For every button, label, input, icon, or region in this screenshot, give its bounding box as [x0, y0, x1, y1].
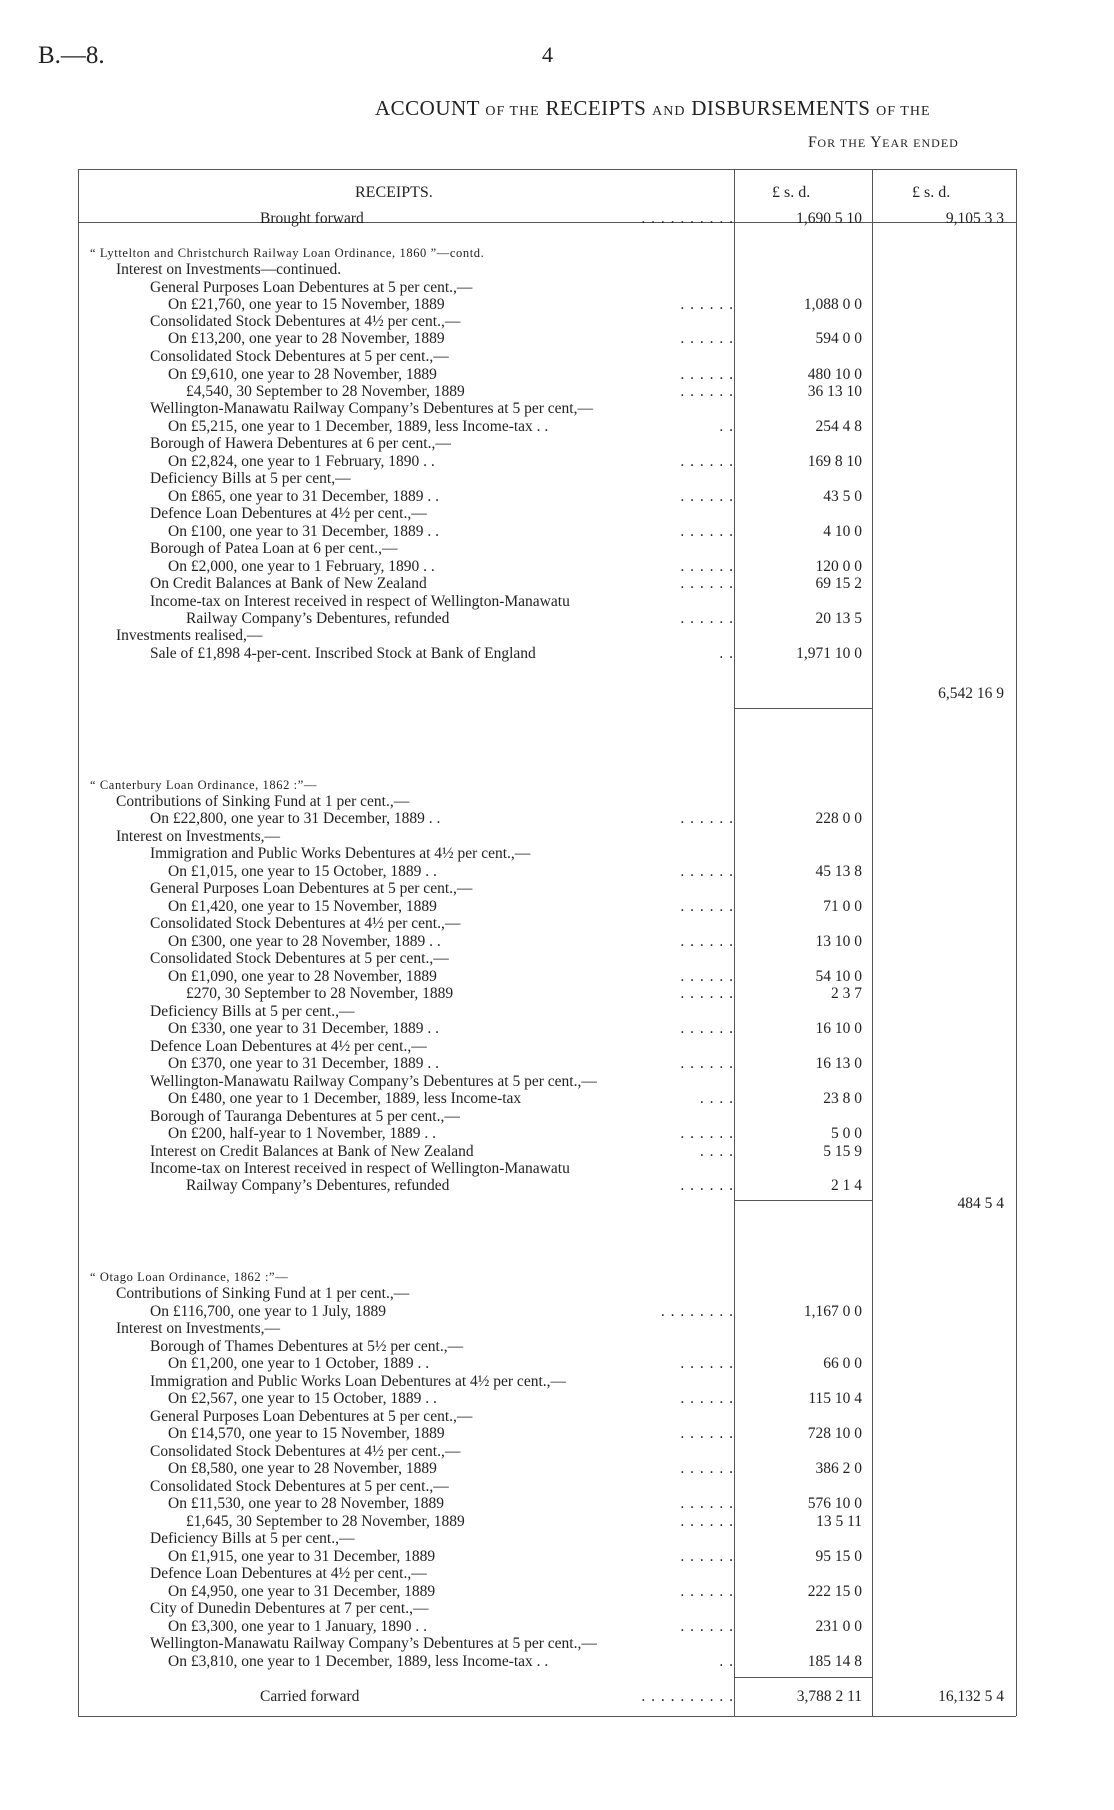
- subtotal-rule-1: [734, 708, 872, 709]
- leader-dots: . . . .: [699, 1143, 734, 1160]
- row-description: £1,645, 30 September to 28 November, 1889: [186, 1513, 465, 1530]
- amount-column-2-value: 484 5 4: [957, 1195, 1004, 1212]
- table-row: [0, 1268, 1114, 1286]
- amount-column-header-1: £ s. d.: [772, 184, 811, 201]
- page-title: [375, 96, 931, 121]
- leader-dots: . . . . . .: [680, 810, 734, 827]
- table-row: [0, 1460, 1114, 1478]
- row-description: On £100, one year to 31 December, 1889 . .: [168, 523, 439, 540]
- leader-dots: . . . . . .: [680, 968, 734, 985]
- table-row: [0, 793, 1114, 811]
- amount-column-1-value: 728 10 0: [807, 1425, 862, 1442]
- leader-dots: . . . . . .: [680, 898, 734, 915]
- amount-column-1-value: 120 0 0: [815, 558, 862, 575]
- table-row: [0, 1513, 1114, 1531]
- leader-dots: . . . . . .: [680, 330, 734, 347]
- table-row: [0, 1425, 1114, 1443]
- table-row: [0, 575, 1114, 593]
- amount-column-1-value: 594 0 0: [815, 330, 862, 347]
- row-description: On £21,760, one year to 15 November, 1889: [168, 296, 445, 313]
- table-row: [0, 1003, 1114, 1021]
- row-description: Consolidated Stock Debentures at 5 per cent.,—: [150, 348, 449, 365]
- row-description: Interest on Credit Balances at Bank of New Zealand: [150, 1143, 474, 1160]
- amount-column-1-value: 254 4 8: [815, 418, 862, 435]
- leader-dots: . . . . . .: [680, 383, 734, 400]
- amount-column-1-value: 1,971 10 0: [796, 645, 862, 662]
- leader-dots: . . . . . .: [680, 1177, 734, 1194]
- leader-dots: . . . . . .: [680, 558, 734, 575]
- leader-dots: . . . . . . . . . .: [641, 210, 734, 227]
- amount-column-1-value: 228 0 0: [815, 810, 862, 827]
- table-row: [0, 261, 1114, 279]
- row-description: Brought forward: [260, 210, 364, 227]
- table-row: [0, 348, 1114, 366]
- amount-column-2-value: 9,105 3 3: [945, 210, 1004, 227]
- row-description: On £330, one year to 31 December, 1889 . .: [168, 1020, 439, 1037]
- amount-column-1-value: 95 15 0: [815, 1548, 862, 1565]
- row-description: Deficiency Bills at 5 per cent,—: [150, 470, 351, 487]
- row-description: On £14,570, one year to 15 November, 1889: [168, 1425, 445, 1442]
- amount-column-header-2: £ s. d.: [912, 184, 951, 201]
- amount-column-1-value: 2 1 4: [831, 1177, 862, 1194]
- subtitle-y: Y: [870, 134, 883, 151]
- row-description: Wellington-Manawatu Railway Company’s Debentures at 5 per cent.,—: [150, 1635, 597, 1652]
- amount-column-1-value: 5 15 9: [823, 1143, 862, 1160]
- leader-dots: . .: [719, 1653, 734, 1670]
- table-row: [0, 627, 1114, 645]
- table-row: [0, 313, 1114, 331]
- row-description: Deficiency Bills at 5 per cent.,—: [150, 1530, 355, 1547]
- row-description: On £1,420, one year to 15 November, 1889: [168, 898, 437, 915]
- row-description: Borough of Tauranga Debentures at 5 per cent.,—: [150, 1108, 460, 1125]
- page-subtitle: [808, 134, 959, 152]
- amount-column-1-value: 222 15 0: [807, 1583, 862, 1600]
- row-description: On £370, one year to 31 December, 1889 . .: [168, 1055, 439, 1072]
- row-description: On £2,567, one year to 15 October, 1889 . .: [168, 1390, 437, 1407]
- row-description: On £116,700, one year to 1 July, 1889: [150, 1303, 387, 1320]
- leader-dots: . . . .: [699, 1090, 734, 1107]
- row-description: On £1,915, one year to 31 December, 1889: [168, 1548, 436, 1565]
- row-description: On £8,580, one year to 28 November, 1889: [168, 1460, 437, 1477]
- table-row: [0, 898, 1114, 916]
- amount-column-1-value: 185 14 8: [807, 1653, 862, 1670]
- row-description: On £22,800, one year to 31 December, 1889 . .: [150, 810, 441, 827]
- table-row: [0, 435, 1114, 453]
- amount-column-1-value: 386 2 0: [815, 1460, 862, 1477]
- leader-dots: . . . . . .: [680, 1495, 734, 1512]
- leader-dots: . . . . . .: [680, 1355, 734, 1372]
- title-and: AND: [652, 104, 686, 119]
- leader-dots: . . . . . .: [680, 1020, 734, 1037]
- table-row: [0, 880, 1114, 898]
- row-description: On £1,015, one year to 15 October, 1889 . .: [168, 863, 437, 880]
- row-description: Consolidated Stock Debentures at 4½ per cent.,—: [150, 915, 461, 932]
- amount-column-1-value: 43 5 0: [823, 488, 862, 505]
- amount-column-1-value: 1,690 5 10: [796, 210, 862, 227]
- amount-column-1-value: 480 10 0: [807, 366, 862, 383]
- row-description: On £200, half-year to 1 November, 1889 . .: [168, 1125, 436, 1142]
- amount-column-1-value: 115 10 4: [808, 1390, 862, 1407]
- table-row: [0, 593, 1114, 611]
- leader-dots: . . . . . .: [680, 488, 734, 505]
- table-row: [0, 845, 1114, 863]
- leader-dots: . . . . . .: [680, 933, 734, 950]
- table-row: [0, 1618, 1114, 1636]
- amount-column-1-value: 169 8 10: [807, 453, 862, 470]
- table-row: [0, 685, 1114, 703]
- receipts-column-header: RECEIPTS.: [355, 184, 433, 201]
- row-description: £4,540, 30 September to 28 November, 1889: [186, 383, 465, 400]
- subtitle-or-the: OR THE: [817, 136, 867, 150]
- table-row: [0, 950, 1114, 968]
- amount-column-1-value: 16 10 0: [815, 1020, 862, 1037]
- table-row: [0, 1653, 1114, 1671]
- table-row: [0, 505, 1114, 523]
- table-row: [0, 279, 1114, 297]
- row-description: City of Dunedin Debentures at 7 per cent.,—: [150, 1600, 429, 1617]
- row-description: On £3,810, one year to 1 December, 1889, less Income-tax . .: [168, 1653, 549, 1670]
- table-row: [0, 985, 1114, 1003]
- table-row: [0, 1355, 1114, 1373]
- table-row: [0, 296, 1114, 314]
- table-row: [0, 1530, 1114, 1548]
- row-description: On £2,824, one year to 1 February, 1890 . .: [168, 453, 435, 470]
- table-row: [0, 1160, 1114, 1178]
- table-row: [0, 1495, 1114, 1513]
- table-row: [0, 488, 1114, 506]
- table-row: [0, 470, 1114, 488]
- row-description: General Purposes Loan Debentures at 5 per cent.,—: [150, 279, 473, 296]
- row-description: Contributions of Sinking Fund at 1 per cent.,—: [116, 1285, 410, 1302]
- table-row: [0, 828, 1114, 846]
- table-row: [0, 645, 1114, 663]
- table-row: [0, 1548, 1114, 1566]
- amount-column-1-value: 1,167 0 0: [803, 1303, 862, 1320]
- subtitle-f: F: [808, 134, 818, 151]
- row-description: Borough of Thames Debentures at 5½ per cent.,—: [150, 1338, 464, 1355]
- table-row: [0, 610, 1114, 628]
- leader-dots: . . . . . .: [680, 610, 734, 627]
- row-description: On £1,200, one year to 1 October, 1889 . .: [168, 1355, 430, 1372]
- table-row: [0, 1073, 1114, 1091]
- leader-dots: . . . . . .: [680, 366, 734, 383]
- row-description: Consolidated Stock Debentures at 4½ per cent.,—: [150, 313, 461, 330]
- table-bottom-rule: [78, 1716, 1016, 1717]
- table-row: [0, 1090, 1114, 1108]
- leader-dots: . . . . . .: [680, 523, 734, 540]
- table-row: [0, 1177, 1114, 1195]
- amount-column-1-value: 576 10 0: [807, 1495, 862, 1512]
- leader-dots: . . . . . .: [680, 296, 734, 313]
- row-description: Contributions of Sinking Fund at 1 per cent.,—: [116, 793, 410, 810]
- row-description: Borough of Hawera Debentures at 6 per cent.,—: [150, 435, 451, 452]
- carried-rule: [734, 1677, 872, 1678]
- leader-dots: . . . . . .: [680, 575, 734, 592]
- table-row: [0, 776, 1114, 794]
- row-description: Immigration and Public Works Debentures at 4½ per cent.,—: [150, 845, 531, 862]
- row-description: Consolidated Stock Debentures at 5 per cent.,—: [150, 950, 449, 967]
- row-description: Investments realised,—: [116, 627, 263, 644]
- title-disbursements: DISBURSEMENTS: [691, 96, 871, 120]
- row-description: General Purposes Loan Debentures at 5 per cent.,—: [150, 1408, 473, 1425]
- leader-dots: . . . . . .: [680, 1460, 734, 1477]
- table-row: [0, 1373, 1114, 1391]
- amount-column-2-value: 6,542 16 9: [938, 685, 1004, 702]
- row-description: Consolidated Stock Debentures at 4½ per cent.,—: [150, 1443, 461, 1460]
- page-number: 4: [542, 42, 553, 67]
- amount-column-1-value: 13 5 11: [816, 1513, 862, 1530]
- amount-column-1-value: 54 10 0: [815, 968, 862, 985]
- table-row: [0, 1038, 1114, 1056]
- row-description: On £865, one year to 31 December, 1889 . .: [168, 488, 439, 505]
- row-description: On £4,950, one year to 31 December, 1889: [168, 1583, 436, 1600]
- table-row: [0, 1108, 1114, 1126]
- amount-column-1-value: 20 13 5: [815, 610, 862, 627]
- row-description: Defence Loan Debentures at 4½ per cent.,—: [150, 1038, 427, 1055]
- row-description: Carried forward: [260, 1688, 360, 1705]
- amount-column-1-value: 16 13 0: [815, 1055, 862, 1072]
- row-description: £270, 30 September to 28 November, 1889: [186, 985, 454, 1002]
- table-row: [0, 810, 1114, 828]
- row-description: On £480, one year to 1 December, 1889, less Income-tax: [168, 1090, 522, 1107]
- row-description: “ Lyttelton and Christchurch Railway Loan Ordinance, 1860 ”—contd.: [90, 246, 485, 260]
- amount-column-1-value: 231 0 0: [815, 1618, 862, 1635]
- amount-column-1-value: 69 15 2: [815, 575, 862, 592]
- table-row: [0, 1688, 1114, 1706]
- row-description: On £1,090, one year to 28 November, 1889: [168, 968, 437, 985]
- leader-dots: . . . . . .: [680, 863, 734, 880]
- row-description: Defence Loan Debentures at 4½ per cent.,—: [150, 1565, 427, 1582]
- leader-dots: . . . . . .: [680, 1425, 734, 1442]
- row-description: On Credit Balances at Bank of New Zealand: [150, 575, 427, 592]
- row-description: General Purposes Loan Debentures at 5 per cent.,—: [150, 880, 473, 897]
- table-row: [0, 383, 1114, 401]
- subtitle-ended: EAR ENDED: [882, 136, 959, 150]
- row-description: On £11,530, one year to 28 November, 1889: [168, 1495, 445, 1512]
- table-row: [0, 1390, 1114, 1408]
- table-row: [0, 523, 1114, 541]
- leader-dots: . . . . . .: [680, 1618, 734, 1635]
- row-description: On £3,300, one year to 1 January, 1890 . .: [168, 1618, 427, 1635]
- row-description: On £13,200, one year to 28 November, 1889: [168, 330, 445, 347]
- table-row: [0, 1125, 1114, 1143]
- row-description: Sale of £1,898 4-per-cent. Inscribed Stock at Bank of England: [150, 645, 536, 662]
- table-row: [0, 1320, 1114, 1338]
- document-reference: B.—8.: [38, 42, 105, 69]
- row-description: On £5,215, one year to 1 December, 1889, less Income-tax . .: [168, 418, 549, 435]
- table-row: [0, 1285, 1114, 1303]
- table-row: [0, 418, 1114, 436]
- table-row: [0, 1143, 1114, 1161]
- table-top-rule: [78, 169, 1016, 170]
- leader-dots: . .: [719, 645, 734, 662]
- row-description: “ Canterbury Loan Ordinance, 1862 :”—: [90, 778, 317, 792]
- row-description: Interest on Investments—continued.: [116, 261, 342, 278]
- table-row: [0, 210, 1114, 228]
- amount-column-1-value: 23 8 0: [823, 1090, 862, 1107]
- amount-column-1-value: 36 13 10: [807, 383, 862, 400]
- amount-column-1-value: 5 0 0: [831, 1125, 862, 1142]
- amount-column-1-value: 3,788 2 11: [796, 1688, 862, 1705]
- table-row: [0, 453, 1114, 471]
- row-description: Consolidated Stock Debentures at 5 per cent.,—: [150, 1478, 449, 1495]
- leader-dots: . . . . . .: [680, 1390, 734, 1407]
- table-row: [0, 1408, 1114, 1426]
- row-description: Interest on Investments,—: [116, 828, 281, 845]
- table-row: [0, 915, 1114, 933]
- leader-dots: . . . . . .: [680, 1583, 734, 1600]
- table-row: [0, 933, 1114, 951]
- table-row: [0, 400, 1114, 418]
- table-row: [0, 1583, 1114, 1601]
- table-row: [0, 1055, 1114, 1073]
- amount-column-1-value: 2 3 7: [831, 985, 862, 1002]
- table-row: [0, 1338, 1114, 1356]
- leader-dots: . . . . . .: [680, 1125, 734, 1142]
- amount-column-1-value: 71 0 0: [823, 898, 862, 915]
- row-description: Income-tax on Interest received in respect of Wellington-Manawatu: [150, 593, 570, 610]
- amount-column-1-value: 66 0 0: [823, 1355, 862, 1372]
- amount-column-1-value: 13 10 0: [815, 933, 862, 950]
- amount-column-1-value: 4 10 0: [823, 523, 862, 540]
- table-row: [0, 1195, 1114, 1213]
- row-description: Railway Company’s Debentures, refunded: [186, 1177, 450, 1194]
- title-of: OF THE: [485, 104, 540, 119]
- leader-dots: . . . . . .: [680, 1548, 734, 1565]
- row-description: On £9,610, one year to 28 November, 1889: [168, 366, 437, 383]
- table-row: [0, 1478, 1114, 1496]
- table-row: [0, 366, 1114, 384]
- table-row: [0, 1600, 1114, 1618]
- leader-dots: . .: [719, 418, 734, 435]
- row-description: Deficiency Bills at 5 per cent.,—: [150, 1003, 355, 1020]
- leader-dots: . . . . . .: [680, 1513, 734, 1530]
- leader-dots: . . . . . .: [680, 1055, 734, 1072]
- table-row: [0, 1443, 1114, 1461]
- table-row: [0, 244, 1114, 262]
- table-row: [0, 863, 1114, 881]
- table-row: [0, 1565, 1114, 1583]
- row-description: Railway Company’s Debentures, refunded: [186, 610, 450, 627]
- row-description: On £2,000, one year to 1 February, 1890 . .: [168, 558, 435, 575]
- leader-dots: . . . . . . . . . .: [641, 1688, 734, 1705]
- row-description: Income-tax on Interest received in respect of Wellington-Manawatu: [150, 1160, 570, 1177]
- amount-column-1-value: 1,088 0 0: [803, 296, 862, 313]
- table-row: [0, 1303, 1114, 1321]
- leader-dots: . . . . . .: [680, 453, 734, 470]
- leader-dots: . . . . . .: [680, 985, 734, 1002]
- amount-column-2-value: 16,132 5 4: [938, 1688, 1004, 1705]
- row-description: Wellington-Manawatu Railway Company’s Debentures at 5 per cent.,—: [150, 1073, 597, 1090]
- table-row: [0, 968, 1114, 986]
- row-description: Defence Loan Debentures at 4½ per cent.,—: [150, 505, 427, 522]
- table-row: [0, 330, 1114, 348]
- leader-dots: . . . . . . . .: [660, 1303, 734, 1320]
- row-description: “ Otago Loan Ordinance, 1862 :”—: [90, 1270, 289, 1284]
- amount-column-1-value: 45 13 8: [815, 863, 862, 880]
- title-account: ACCOUNT: [375, 96, 480, 120]
- row-description: Wellington-Manawatu Railway Company’s Debentures at 5 per cent,—: [150, 400, 593, 417]
- row-description: Interest on Investments,—: [116, 1320, 281, 1337]
- title-of-the: OF THE: [876, 104, 931, 119]
- row-description: Borough of Patea Loan at 6 per cent.,—: [150, 540, 398, 557]
- table-row: [0, 540, 1114, 558]
- row-description: Immigration and Public Works Loan Debentures at 4½ per cent.,—: [150, 1373, 567, 1390]
- title-receipts: RECEIPTS: [545, 96, 647, 120]
- table-row: [0, 1635, 1114, 1653]
- table-row: [0, 558, 1114, 576]
- row-description: On £300, one year to 28 November, 1889 . .: [168, 933, 441, 950]
- table-row: [0, 1020, 1114, 1038]
